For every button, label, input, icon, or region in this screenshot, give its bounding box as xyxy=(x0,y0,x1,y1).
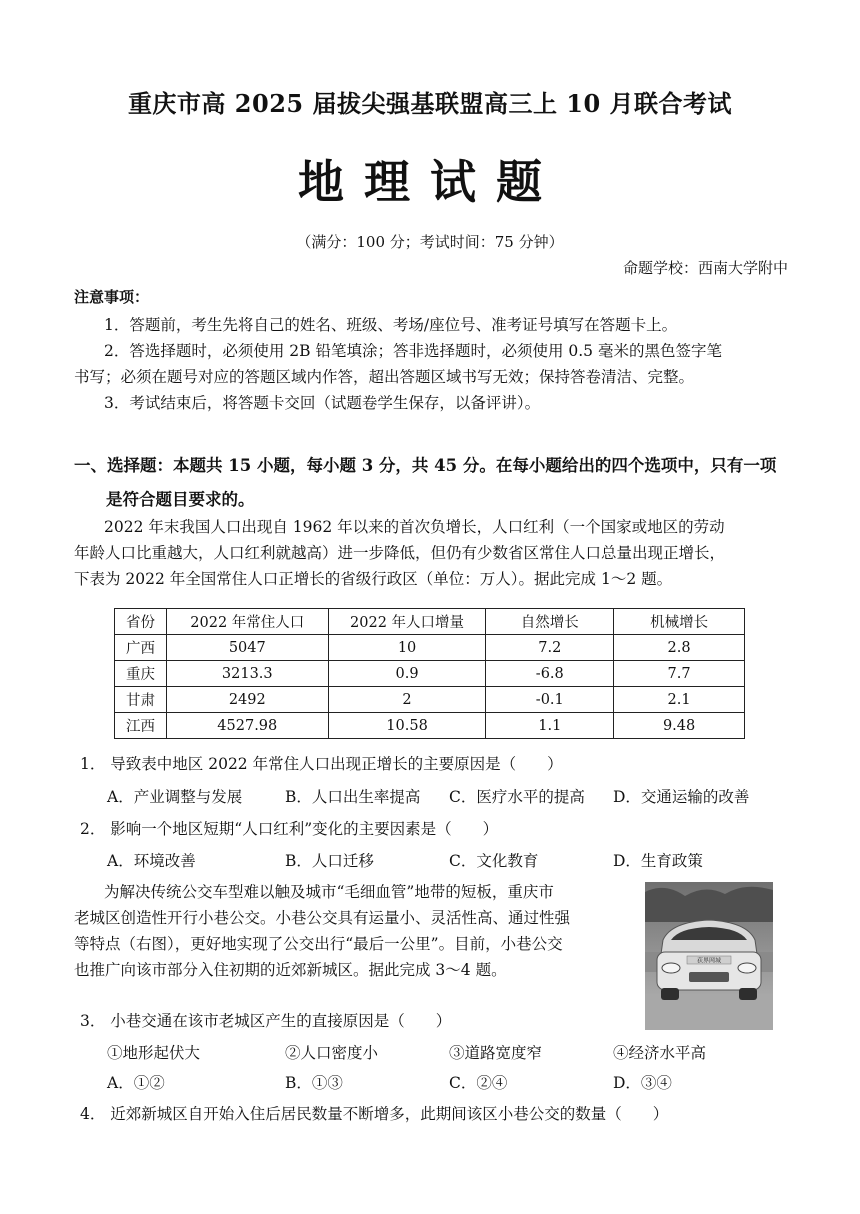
table-header-row xyxy=(115,609,745,635)
notice-heading: 注意事项： xyxy=(74,288,150,306)
table-cell: 7.2 xyxy=(486,635,614,661)
exam-info: （满分：100 分；考试时间：75 分钟） xyxy=(296,233,564,251)
question-3-choice-4: ④经济水平高 xyxy=(613,1044,707,1062)
question-3-option-c[interactable]: C．②④ xyxy=(449,1074,508,1092)
table-cell: 10.58 xyxy=(328,713,486,739)
bus-illustration xyxy=(645,882,773,1030)
passage-2-line4: 也推广向该市部分入住初期的近郊新城区。据此完成 3～4 题。 xyxy=(74,961,507,979)
passage-2 xyxy=(74,879,570,983)
table-cell: 5047 xyxy=(166,635,328,661)
table-cell: 重庆 xyxy=(115,661,167,687)
section-heading xyxy=(74,449,776,517)
table-row xyxy=(115,713,745,739)
question-2-option-b[interactable]: B．人口迁移 xyxy=(285,852,374,870)
table-cell: -0.1 xyxy=(486,687,614,713)
passage-2-line3: 等特点（右图），更好地实现了公交出行“最后一公里”。目前，小巷公交 xyxy=(74,935,563,953)
table-cell: 9.48 xyxy=(614,713,745,739)
question-3-choice-3: ③道路宽度窄 xyxy=(449,1044,543,1062)
table-cell: 2.8 xyxy=(614,635,745,661)
notice-list xyxy=(74,312,790,416)
question-3-option-d[interactable]: D．③④ xyxy=(613,1074,672,1092)
question-3-option-a[interactable]: A．①② xyxy=(107,1074,165,1092)
question-1-stem: 1． 导致表中地区 2022 年常住人口出现正增长的主要原因是（ ） xyxy=(80,755,563,773)
population-table xyxy=(114,608,745,739)
question-4-stem: 4． 近郊新城区自开始入住后居民数量不断增多，此期间该区小巷公交的数量（ ） xyxy=(80,1105,669,1123)
question-2-option-a[interactable]: A．环境改善 xyxy=(107,852,196,870)
bus-sign-text: 获界网城 xyxy=(696,957,722,965)
table-cell: 甘肃 xyxy=(115,687,167,713)
section-heading-line1: 一、选择题：本题共 15 小题，每小题 3 分，共 45 分。在每小题给出的四个选项中，只有一项 xyxy=(74,456,777,475)
table-header-cell: 机械增长 xyxy=(614,609,745,635)
passage-2-line2: 老城区创造性开行小巷公交。小巷公交具有运量小、灵活性高、通过性强 xyxy=(74,909,571,927)
table-cell: 7.7 xyxy=(614,661,745,687)
table-cell: 2.1 xyxy=(614,687,745,713)
table-row xyxy=(115,687,745,713)
table-cell: -6.8 xyxy=(486,661,614,687)
table-header-cell: 自然增长 xyxy=(486,609,614,635)
table-cell: 4527.98 xyxy=(166,713,328,739)
table-row xyxy=(115,635,745,661)
table-header-cell: 省份 xyxy=(115,609,167,635)
school-label: 命题学校：西南大学附中 xyxy=(622,259,788,277)
table-cell: 1.1 xyxy=(486,713,614,739)
question-3-choice-2: ②人口密度小 xyxy=(285,1044,379,1062)
question-3-option-b[interactable]: B．①③ xyxy=(285,1074,343,1092)
table-cell: 0.9 xyxy=(328,661,486,687)
passage-1 xyxy=(74,514,790,592)
question-3-choice-1: ①地形起伏大 xyxy=(107,1044,201,1062)
table-cell: 10 xyxy=(328,635,486,661)
question-2-option-d[interactable]: D．生育政策 xyxy=(613,852,703,870)
notice-item-2-line1: 2．答选择题时，必须使用 2B 铅笔填涂；答非选择题时，必须使用 0.5 毫米的黑色签字笔 xyxy=(104,342,722,360)
passage-1-line2: 年龄人口比重越大，人口红利就越高）进一步降低，但仍有少数省区常住人口总量出现正增长， xyxy=(74,544,726,562)
question-3-stem: 3． 小巷交通在该市老城区产生的直接原因是（ ） xyxy=(80,1012,452,1030)
table-cell: 江西 xyxy=(115,713,167,739)
exam-title: 重庆市高 2025 届拔尖强基联盟高三上 10 月联合考试 xyxy=(127,89,733,118)
subject-title: 地理试题 xyxy=(298,155,562,209)
passage-2-line1: 为解决传统公交车型难以触及城市“毛细血管”地带的短板，重庆市 xyxy=(104,883,554,901)
notice-item-2-line2: 书写；必须在题号对应的答题区域内作答，超出答题区域书写无效；保持答卷清洁、完整。 xyxy=(74,368,695,386)
table-header-cell: 2022 年人口增量 xyxy=(328,609,486,635)
table-cell: 3213.3 xyxy=(166,661,328,687)
question-1-option-b[interactable]: B．人口出生率提高 xyxy=(285,788,421,806)
table-header-cell: 2022 年常住人口 xyxy=(166,609,328,635)
alley-bus-photo xyxy=(645,882,773,1030)
question-1-option-c[interactable]: C．医疗水平的提高 xyxy=(449,788,585,806)
question-2-option-c[interactable]: C．文化教育 xyxy=(449,852,539,870)
section-heading-line2: 是符合题目要求的。 xyxy=(106,490,255,509)
table-row xyxy=(115,661,745,687)
question-1-option-a[interactable]: A．产业调整与发展 xyxy=(107,788,243,806)
passage-1-line1: 2022 年末我国人口出现自 1962 年以来的首次负增长，人口红利（一个国家或地区的劳动 xyxy=(104,518,725,536)
notice-item-3: 3．考试结束后，将答题卡交回（试题卷学生保存，以备评讲）。 xyxy=(104,394,541,412)
question-2-stem: 2． 影响一个地区短期“人口红利”变化的主要因素是（ ） xyxy=(80,820,499,838)
table-cell: 广西 xyxy=(115,635,167,661)
question-1-option-d[interactable]: D．交通运输的改善 xyxy=(613,788,750,806)
table-cell: 2492 xyxy=(166,687,328,713)
notice-item-1: 1．答题前，考生先将自己的姓名、班级、考场/座位号、准考证号填写在答题卡上。 xyxy=(104,316,678,334)
table-cell: 2 xyxy=(328,687,486,713)
passage-1-line3: 下表为 2022 年全国常住人口正增长的省级行政区（单位：万人）。据此完成 1～2 题。 xyxy=(74,570,673,588)
